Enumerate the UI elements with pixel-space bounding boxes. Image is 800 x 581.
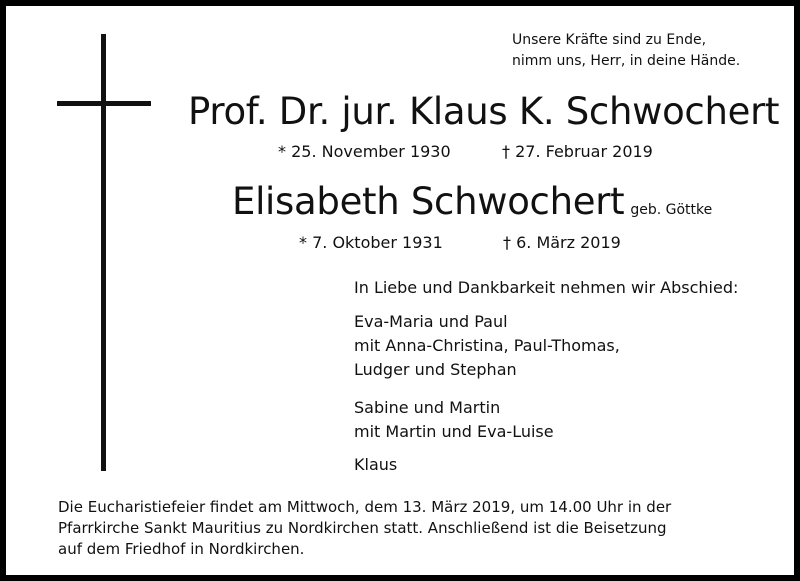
motto-verse [512, 30, 740, 72]
death-date-2: † 6. März 2019 [503, 233, 621, 252]
family-line: Sabine und Martin [354, 398, 501, 417]
service-line: auf dem Friedhof in Nordkirchen. [58, 540, 305, 558]
birth-name: geb. Göttke [630, 202, 713, 218]
family-line: Eva-Maria und Paul [354, 312, 508, 331]
family-group [354, 453, 397, 477]
cross-horizontal-bar [57, 101, 151, 106]
deceased-name-2-text: Elisabeth Schwochert [232, 180, 625, 223]
deceased-name-2 [232, 180, 712, 232]
family-group [354, 396, 554, 444]
service-line: Die Eucharistiefeier findet am Mittwoch, dem 13. März 2019, um 14.00 Uhr in der [58, 498, 672, 516]
farewell-intro: In Liebe und Dankbarkeit nehmen wir Abschied: [354, 278, 739, 297]
deceased-name-1: Prof. Dr. jur. Klaus K. Schwochert [188, 90, 780, 133]
family-line: mit Anna-Christina, Paul-Thomas, [354, 336, 620, 355]
motto-line: Unsere Kräfte sind zu Ende, [512, 32, 707, 48]
birth-date-2: * 7. Oktober 1931 [299, 233, 443, 252]
service-notice [58, 497, 671, 560]
family-line: Klaus [354, 455, 398, 474]
family-group [354, 310, 620, 382]
birth-date-1: * 25. November 1930 [278, 142, 451, 161]
family-line: mit Martin und Eva-Luise [354, 422, 554, 441]
cross-vertical-bar [101, 34, 106, 471]
family-line: Ludger und Stephan [354, 360, 517, 379]
motto-line: nimm uns, Herr, in deine Hände. [512, 53, 741, 69]
service-line: Pfarrkirche Sankt Mauritius zu Nordkirchen statt. Anschließend ist die Beisetzung [58, 519, 667, 537]
death-date-1: † 27. Februar 2019 [502, 142, 653, 161]
